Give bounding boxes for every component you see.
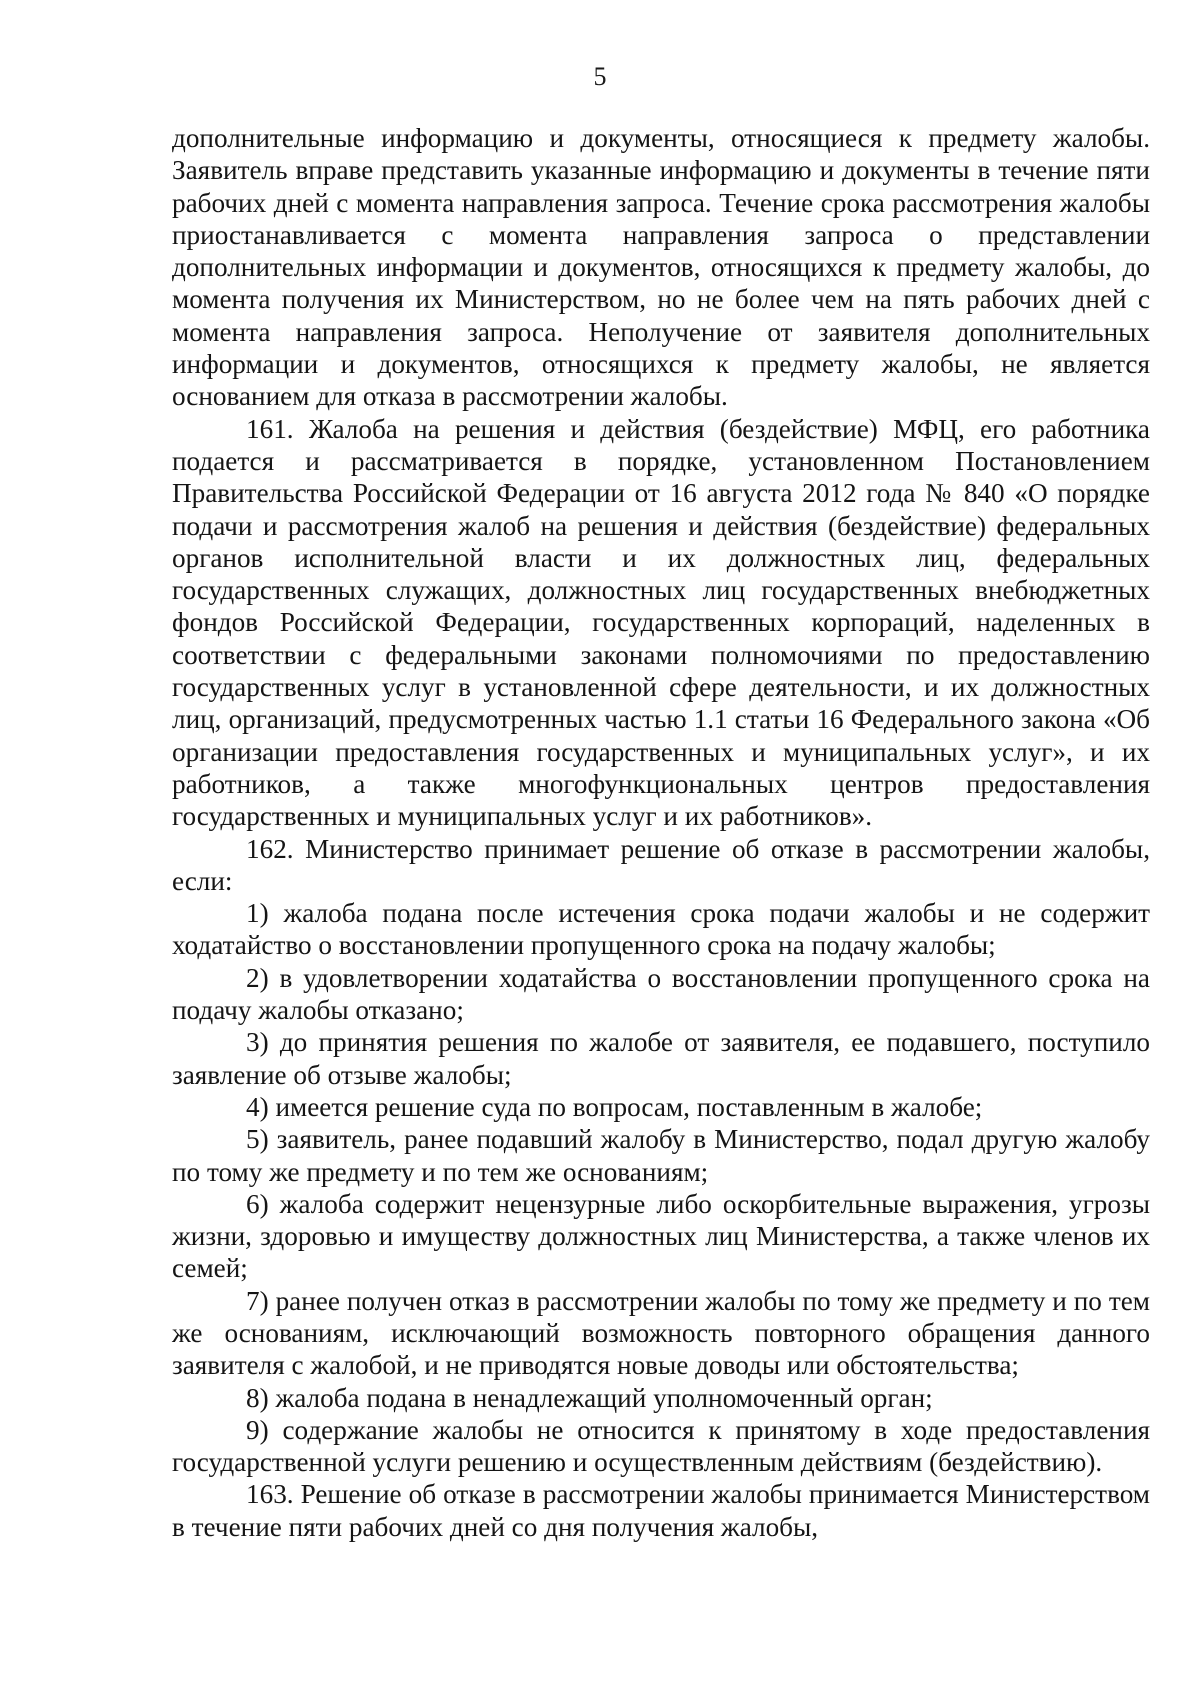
- document-body: [172, 122, 1150, 1543]
- paragraph-162: 162. Министерство принимает решение об отказе в рассмотрении жалобы, если:: [172, 833, 1150, 896]
- list-item-6: 6) жалоба содержит нецензурные либо оскорбительные выражения, угрозы жизни, здоровью и имуществу должностных лиц Министерства, а также членов их семей;: [172, 1188, 1150, 1284]
- list-item-8: 8) жалоба подана в ненадлежащий уполномоченный орган;: [246, 1382, 933, 1413]
- paragraph-163: 163. Решение об отказе в рассмотрении жалобы принимается Министерством в течение пяти рабочих дней со дня получения жалобы,: [172, 1479, 1150, 1542]
- list-item-2: 2) в удовлетворении ходатайства о восстановлении пропущенного срока на подачу жалобы отказано;: [172, 962, 1150, 1026]
- paragraph-161: 161. Жалоба на решения и действия (бездействие) МФЦ, его работника подается и рассматривается в порядке, установленном Постановлением Правительства Российской Федерации от 16 августа 2012 года № 840 «О порядке подачи и рассмотрения жалоб на решения и действия (бездействие) федеральных органов исполнительной власти и их должностных лиц, федеральных государственных служащих, должностных лиц государственных внебюджетных фондов Российской Федерации, государственных корпораций, наделенных в соответствии с федеральными законами полномочиями по предоставлению государственных услуг в установленной сфере деятельности, и их должностных лиц, организаций, предусмотренных частью 1.1 статьи 16 Федерального закона «Об организации предоставления государственных и муниципальных услуг», и их работников, а также многофункциональных центров предоставления государственных и муниципальных услуг и их работников».: [172, 413, 1150, 832]
- list-item-4: 4) имеется решение суда по вопросам, поставленным в жалобе;: [246, 1091, 983, 1122]
- list-item-3: 3) до принятия решения по жалобе от заявителя, ее подавшего, поступило заявление об отзыве жалобы;: [172, 1027, 1150, 1090]
- list-item-1: 1) жалоба подана после истечения срока подачи жалобы и не содержит ходатайство о восстановлении пропущенного срока на подачу жалобы;: [172, 898, 1150, 961]
- list-item-9: 9) содержание жалобы не относится к принятому в ходе предоставления государственной услуги решению и осуществленным действиям (бездействию).: [172, 1414, 1150, 1478]
- paragraph-continuation: дополнительные информацию и документы, относящиеся к предмету жалобы. Заявитель вправе представить указанные информацию и документы в течение пяти рабочих дней с момента направления запроса. Течение срока рассмотрения жалобы приостанавливается с момента направления запроса о представлении дополнительных информации и документов, относящихся к предмету жалобы, до момента получения их Министерством, но не более чем на пять рабочих дней с момента направления запроса. Неполучение от заявителя дополнительных информации и документов, относящихся к предмету жалобы, не является основанием для отказа в рассмотрении жалобы.: [172, 123, 1150, 412]
- list-item-5: 5) заявитель, ранее подавший жалобу в Министерство, подал другую жалобу по тому же предмету и по тем же основаниям;: [172, 1124, 1150, 1187]
- list-item-7: 7) ранее получен отказ в рассмотрении жалобы по тому же предмету и по тем же основаниям, исключающий возможность повторного обращения данного заявителя с жалобой, и не приводятся новые доводы или обстоятельства;: [172, 1285, 1150, 1381]
- page-number: 5: [593, 62, 607, 91]
